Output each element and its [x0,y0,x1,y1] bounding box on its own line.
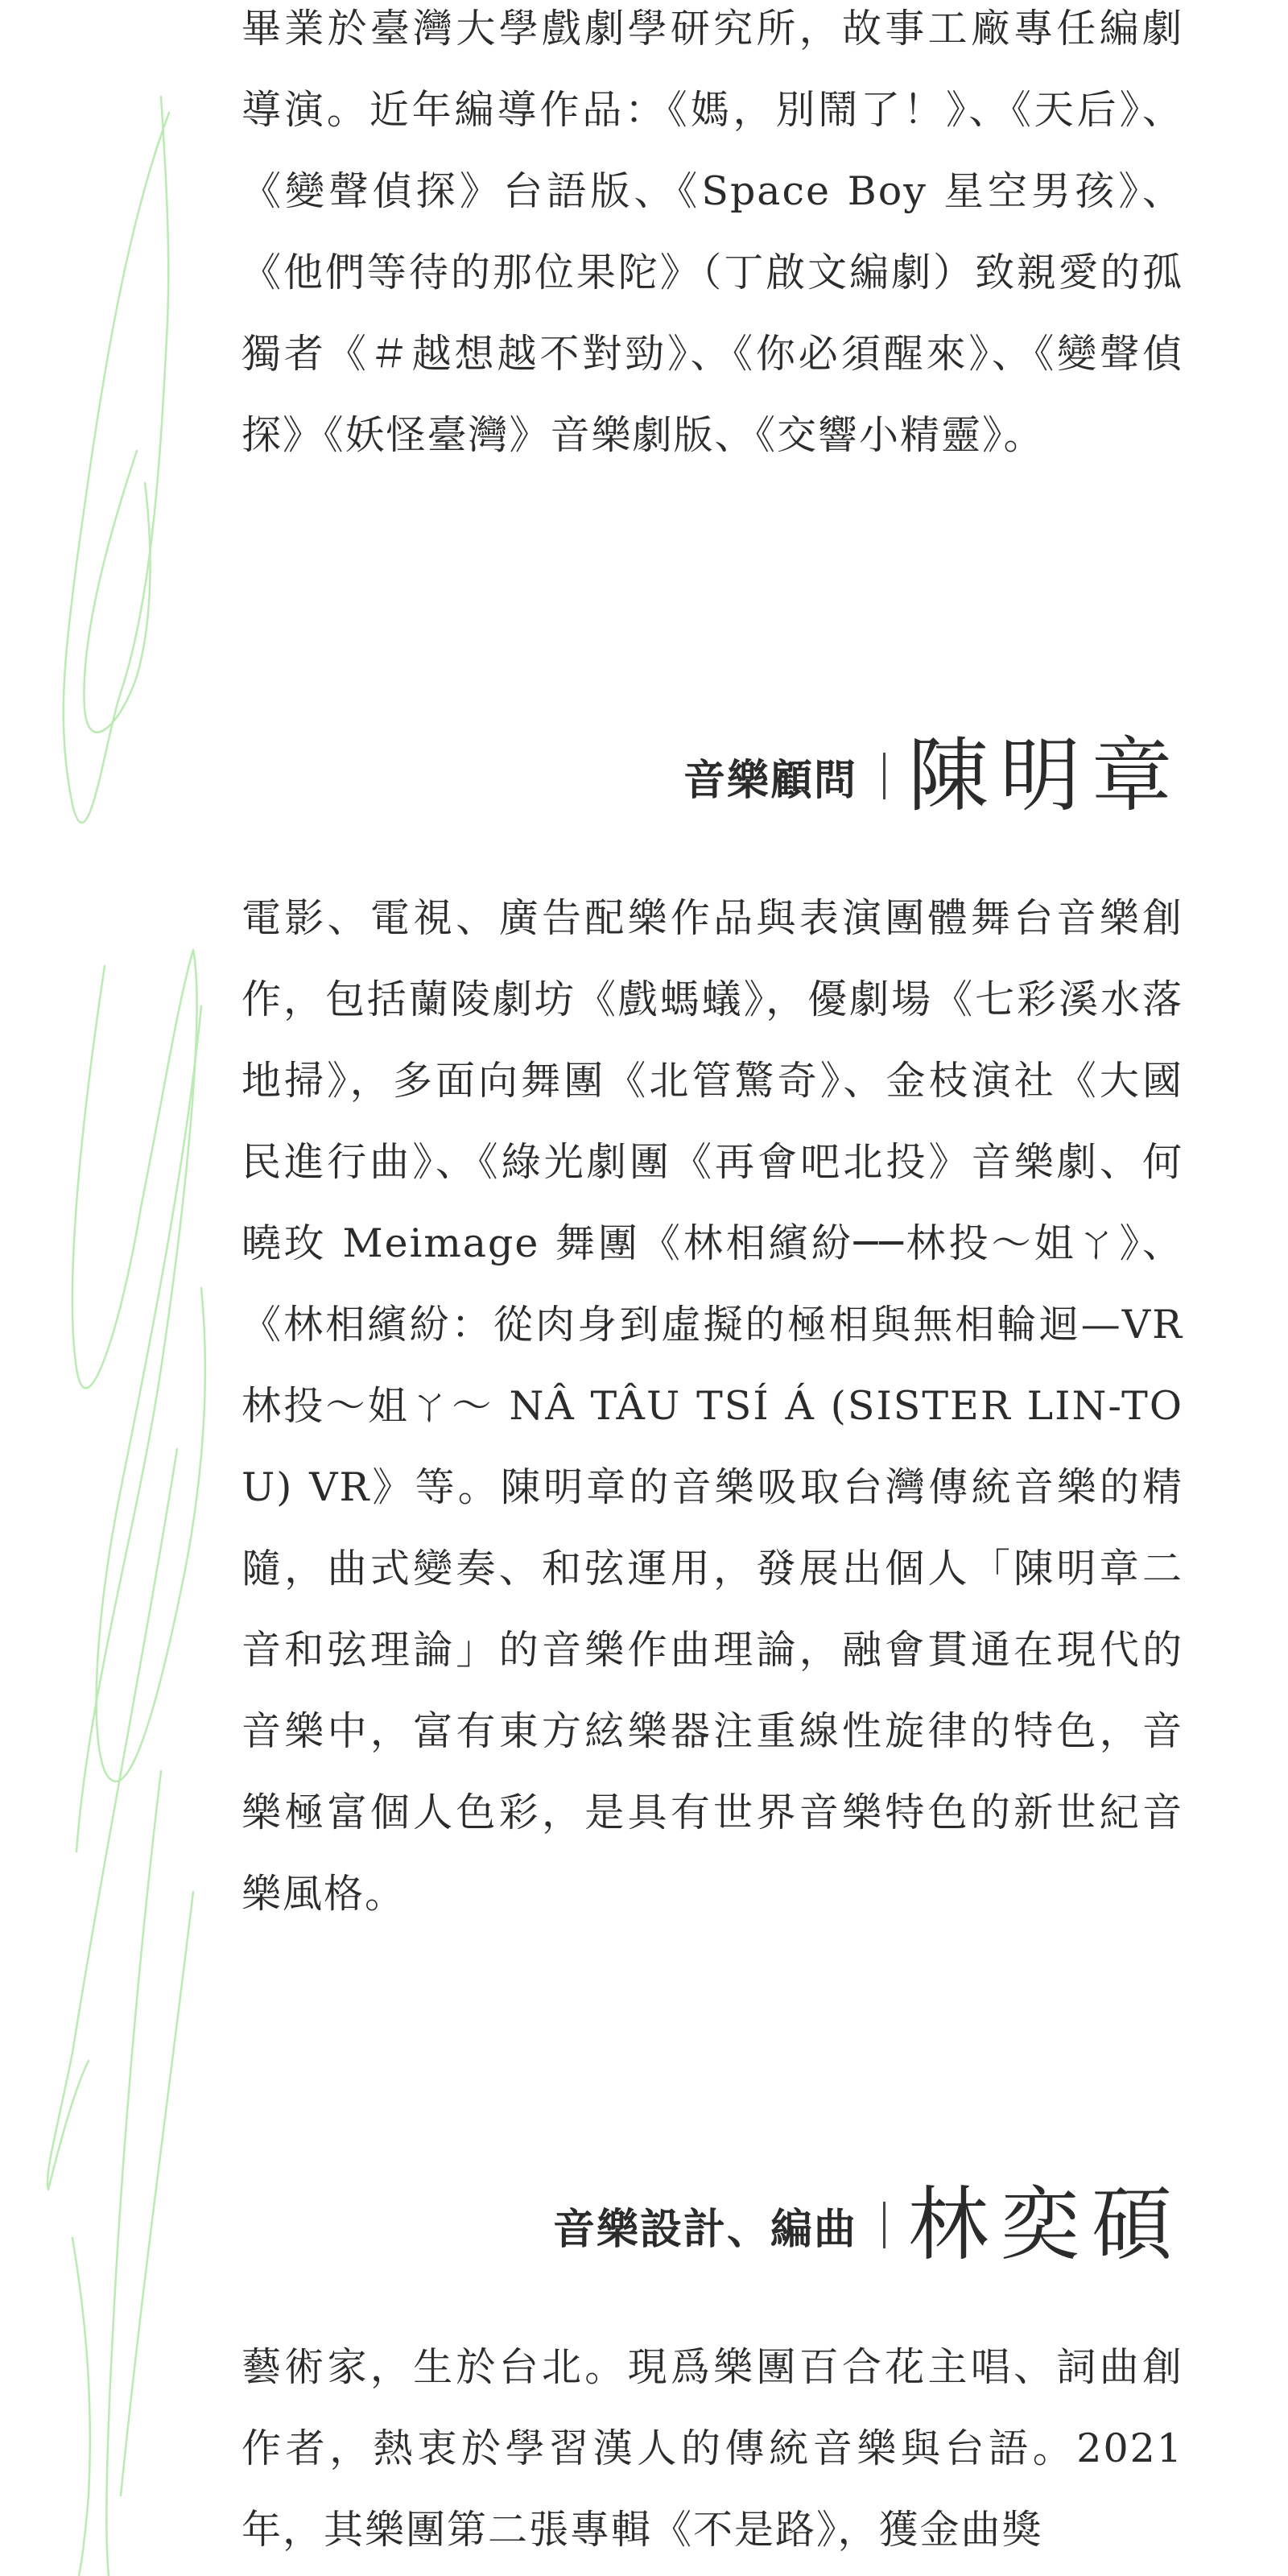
bio-text-music-consultant: 電影、電視、廣告配樂作品與表演團體舞台音樂創作，包括蘭陵劇坊《戲螞蟻》，優劇場《七彩溪水落地掃》，多面向舞團《北管驚奇》、金枝演社《大國民進行曲》、《綠光劇團《再會吧北投》音樂劇、何曉玫 Meimage 舞團《林相繽紛──林投～姐ㄚ》、《林相繽紛：從肉身到虛擬的極相與無相輪迴—VR 林投～姐ㄚ～ NÂ TÂU TSÍ Á (SISTER LIN-TOU) VR》等。陳明章的音樂吸取台灣傳統音樂的精隨，曲式變奏、和弦運用，發展出個人「陳明章二音和弦理論」的音樂作曲理論，融會貫通在現代的音樂中，富有東方絃樂器注重線性旋律的特色，音樂極富個人色彩，是具有世界音樂特色的新世紀音樂風格。 [242,895,1183,1917]
person-name: 陳明章 [908,729,1183,823]
green-scribble-decoration [0,0,242,2576]
bio-text-director: 畢業於臺灣大學戲劇學研究所，故事工廠專任編劇導演。近年編導作品：《媽，別鬧了！》、《天后》、《變聲偵探》台語版、《Space Boy 星空男孩》、《他們等待的那位果陀》（丁啟文編劇）致親愛的孤獨者《＃越想越不對勁》、《你必須醒來》、《變聲偵探》《妖怪臺灣》音樂劇版、《交響小精靈》。 [242,6,1183,458]
section-header-music-consultant [242,720,1183,832]
person-name: 林奕碩 [908,2178,1183,2272]
divider [883,2202,886,2248]
bio-text-music-design: 藝術家，生於台北。現爲樂團百合花主唱、詞曲創作者，熱衷於學習漢人的傳統音樂與台語。2021 年，其樂團第二張專輯《不是路》，獲金曲獎 [242,2344,1183,2553]
section-header-music-design [242,2169,1183,2281]
divider [883,753,886,799]
role-label: 音樂顧問 [683,755,857,805]
role-label: 音樂設計、編曲 [552,2204,857,2254]
